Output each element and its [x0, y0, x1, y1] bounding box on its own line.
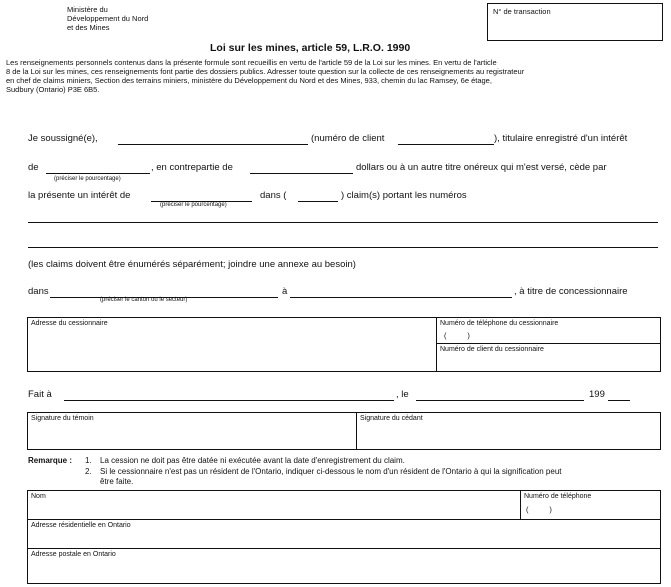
remarque-item-2-line-2: être faite.	[100, 477, 134, 486]
assignee-info-box	[27, 317, 661, 372]
percentage-field-1[interactable]	[46, 163, 150, 174]
assignee-name-field[interactable]	[290, 287, 512, 298]
resident-address-label: Adresse résidentielle en Ontario	[31, 522, 131, 529]
privacy-notice	[6, 58, 666, 94]
claims-line-1[interactable]	[28, 222, 658, 223]
claims-line-2[interactable]	[28, 247, 658, 248]
postal-address-label: Adresse postale en Ontario	[31, 551, 116, 558]
assignor-signature-field[interactable]	[360, 424, 658, 448]
de-label: de	[28, 162, 39, 173]
resident-address-field[interactable]	[30, 531, 658, 546]
ministry-line-3: et des Mines	[67, 23, 110, 32]
fait-a-label: Fait à	[28, 389, 52, 400]
ministry-name	[67, 5, 148, 32]
preciser-pourcentage-hint-2: (préciser le pourcentage)	[160, 202, 227, 208]
postal-address-field[interactable]	[30, 560, 658, 580]
ministry-line-1: Ministère du	[67, 5, 108, 14]
privacy-line-4: Sudbury (Ontario) P3E 6B5.	[6, 85, 100, 94]
page-title: Loi sur les mines, article 59, L.R.O. 1990	[210, 42, 411, 54]
titulaire-label: ), titulaire enregistré d'un intérêt	[494, 133, 628, 144]
claim-count-field[interactable]	[298, 191, 338, 202]
transaction-label: N° de transaction	[493, 7, 551, 16]
transaction-box[interactable]	[487, 3, 663, 41]
signatures-box	[27, 412, 661, 450]
assignee-phone-field[interactable]: ( )	[444, 331, 470, 340]
resident-box-divider	[520, 491, 521, 520]
year-label: 199	[589, 389, 605, 400]
percentage-field-2[interactable]	[151, 191, 252, 202]
witness-signature-label: Signature du témoin	[31, 415, 94, 422]
dans-label: dans (	[260, 190, 287, 201]
assignee-phone-label: Numéro de téléphone du cessionnaire	[440, 320, 559, 327]
resident-phone-label: Numéro de téléphone	[524, 493, 592, 500]
remarque-item-2	[100, 467, 660, 487]
assignee-box-divider	[436, 318, 437, 371]
witness-signature-field[interactable]	[30, 424, 352, 448]
assignee-client-field[interactable]	[438, 355, 658, 369]
preciser-canton-hint: (préciser le canton ou le secteur)	[100, 297, 188, 303]
privacy-line-1: Les renseignements personnels contenus dans la présente formule sont recueillis en vertu de l'article 59 de la Loi sur les mines. En vertu de l'article	[6, 58, 497, 67]
date-field[interactable]	[416, 390, 584, 401]
resident-name-label: Nom	[31, 493, 46, 500]
ontario-resident-box	[27, 490, 661, 584]
assignee-client-label: Numéro de client du cessionnaire	[440, 346, 544, 353]
preciser-pourcentage-hint-1: (préciser le pourcentage)	[54, 176, 121, 182]
presente-interet-label: la présente un intérêt de	[28, 190, 131, 201]
place-field[interactable]	[64, 390, 394, 401]
le-label: , le	[396, 389, 409, 400]
assignee-address-label: Adresse du cessionnaire	[31, 320, 108, 327]
resident-box-hdivider-1	[28, 519, 660, 520]
resident-name-field[interactable]	[30, 502, 516, 517]
claims-portant-label: ) claim(s) portant les numéros	[341, 190, 467, 201]
privacy-line-2: 8 de la Loi sur les mines, ces renseignements font partie des dossiers publics. Adresser toute question sur la collecte de ces renseignements au registrateur	[6, 67, 525, 76]
resident-phone-field[interactable]: ( )	[526, 505, 552, 514]
remarque-item-2-number: 2.	[85, 467, 92, 476]
remarque-item-1: La cession ne doit pas être datée ni exécutée avant la date d'enregistrement du claim.	[100, 456, 405, 465]
signatures-divider	[356, 413, 357, 449]
assignee-address-field[interactable]	[30, 329, 432, 369]
amount-field[interactable]	[250, 163, 353, 174]
client-number-field[interactable]	[398, 134, 494, 145]
remarque-label: Remarque :	[28, 456, 73, 465]
dollars-label: dollars ou à un autre titre onéreux qui m'est versé, cède par	[356, 162, 607, 173]
dans2-label: dans	[28, 286, 49, 297]
resident-box-hdivider-2	[28, 548, 660, 549]
ministry-line-2: Développement du Nord	[67, 14, 149, 23]
numero-client-label: (numéro de client	[311, 133, 385, 144]
remarque-item-1-number: 1.	[85, 456, 92, 465]
a-label: à	[282, 286, 288, 297]
privacy-line-3: en chef de claims miniers, Section des terrains miniers, ministère du Développement du Nord et des Mines, 933, chemin du lac Ramsey, 6e étage,	[6, 76, 492, 85]
soussigne-label: Je soussigné(e),	[28, 133, 98, 144]
assignor-name-field[interactable]	[118, 134, 308, 145]
contrepartie-label: , en contrepartie de	[151, 162, 233, 173]
assignee-box-hdivider	[436, 343, 661, 344]
concessionnaire-label: , à titre de concessionnaire	[514, 286, 628, 297]
year-field[interactable]	[608, 390, 630, 401]
remarque-item-2-line-1: Si le cessionnaire n'est pas un résident de l'Ontario, indiquer ci-dessous le nom d'un résident de l'Ontario à qui la signification peut	[100, 467, 562, 476]
assignor-signature-label: Signature du cédant	[360, 415, 423, 422]
claims-note: (les claims doivent être énumérés séparément; joindre une annexe au besoin)	[28, 259, 356, 270]
